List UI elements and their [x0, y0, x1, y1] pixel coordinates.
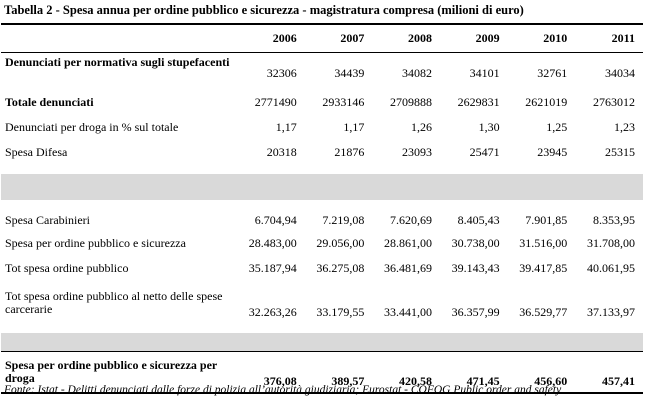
table-cell: 1,25 — [546, 120, 568, 134]
table-cell: 2933146 — [322, 95, 365, 109]
separator-band — [1, 333, 643, 352]
table-cell: 36.357,99 — [451, 305, 500, 319]
table-row — [1, 140, 643, 165]
table-cell: 33.179,55 — [316, 305, 365, 319]
year-header: 2008 — [372, 24, 440, 53]
table-cell: 33.441,00 — [384, 305, 433, 319]
row-label: Totale denunciati — [5, 95, 94, 109]
table-cell: 40.061,95 — [587, 261, 635, 275]
table-row — [1, 90, 643, 115]
table-cell: 2629831 — [457, 95, 500, 109]
table-cell: 1,30 — [478, 120, 500, 134]
table-cell: 39.417,85 — [519, 261, 568, 275]
table-cell: 34034 — [605, 65, 635, 80]
spacer-row — [1, 324, 643, 333]
spacer-row — [1, 165, 643, 174]
header-row — [1, 24, 643, 53]
table-cell: 34101 — [469, 65, 500, 80]
table-cell: 7.620,69 — [390, 212, 433, 227]
table-cell: 25315 — [605, 145, 635, 159]
table-row — [1, 53, 643, 91]
table-cell: 34082 — [402, 65, 433, 80]
table-cell: 456,60 — [508, 352, 576, 394]
table-cell: 1,17 — [275, 120, 297, 134]
row-label: Spesa Difesa — [5, 145, 68, 159]
row-label: Spesa per ordine pubblico e sicurezza — [5, 236, 186, 250]
table-cell: 8.353,95 — [593, 212, 635, 227]
table-cell: 1,26 — [411, 120, 433, 134]
table-cell: 21876 — [334, 145, 365, 159]
year-header: 2007 — [305, 24, 373, 53]
table-cell: 36.481,69 — [384, 261, 433, 275]
spacer-row — [1, 200, 643, 209]
table-cell: 457,41 — [575, 352, 643, 394]
separator-band — [1, 174, 643, 200]
table-row — [1, 115, 643, 140]
year-header: 2006 — [237, 24, 305, 53]
table-row — [1, 256, 643, 281]
table-cell: 34439 — [334, 65, 365, 80]
table-cell: 471,45 — [440, 352, 508, 394]
table-cell: 389,57 — [305, 352, 373, 394]
table-cell: 23093 — [402, 145, 433, 159]
table-cell: 28.861,00 — [384, 236, 433, 250]
table-title: Tabella 2 - Spesa annua per ordine pubblico e sicurezza - magistratura compresa (milioni di euro) — [4, 3, 524, 17]
header-label-cell — [1, 24, 237, 53]
table-cell: 2771490 — [254, 95, 297, 109]
row-label: Spesa Carabinieri — [5, 212, 90, 227]
table-cell: 39.143,43 — [451, 261, 500, 275]
table-cell: 376,08 — [237, 352, 305, 394]
table-cell: 8.405,43 — [457, 212, 500, 227]
data-table — [1, 23, 643, 394]
table-cell: 7.901,85 — [525, 212, 568, 227]
table-cell: 30.738,00 — [451, 236, 500, 250]
table-cell: 2621019 — [525, 95, 568, 109]
table-row — [1, 231, 643, 256]
table-cell: 32.263,26 — [248, 305, 297, 319]
table-cell: 1,17 — [343, 120, 365, 134]
row-label: Tot spesa ordine pubblico al netto delle spese carcerarie — [5, 288, 223, 316]
table-cell: 23945 — [537, 145, 568, 159]
table-cell: 29.056,00 — [316, 236, 365, 250]
row-label: Tot spesa ordine pubblico — [5, 261, 129, 275]
source-note: Fonte: Istat - Delitti denunciati dalle forze di polizia all’autorità giudiziaria; Eurostat - COFOG Public order and safety — [4, 384, 562, 396]
table-cell: 25471 — [469, 145, 500, 159]
table-cell: 7.219,08 — [322, 212, 365, 227]
table-cell: 36.275,08 — [316, 261, 365, 275]
year-header: 2009 — [440, 24, 508, 53]
table-cell: 35.187,94 — [248, 261, 297, 275]
row-label: Denunciati per normativa sugli stupefacenti — [5, 55, 230, 69]
table-cell: 36.529,77 — [519, 305, 568, 319]
table-cell: 32761 — [537, 65, 568, 80]
table-cell: 420,58 — [372, 352, 440, 394]
table-cell: 20318 — [266, 145, 297, 159]
table-cell: 6.704,94 — [254, 212, 297, 227]
table-cell: 2709888 — [390, 95, 433, 109]
table-cell: 32306 — [266, 65, 297, 80]
table-cell: 2763012 — [593, 95, 635, 109]
table-cell: 31.708,00 — [587, 236, 635, 250]
table-row — [1, 281, 643, 324]
table-cell: 28.483,00 — [248, 236, 297, 250]
row-label: Spesa per ordine pubblico e sicurezza per droga — [1, 352, 237, 394]
table-cell: 1,23 — [614, 120, 635, 134]
year-header: 2010 — [508, 24, 576, 53]
table-row — [1, 209, 643, 231]
table-cell: 31.516,00 — [519, 236, 568, 250]
table-cell: 37.133,97 — [587, 305, 635, 319]
year-header: 2011 — [575, 24, 643, 53]
row-label: Denunciati per droga in % sul totale — [5, 120, 179, 134]
